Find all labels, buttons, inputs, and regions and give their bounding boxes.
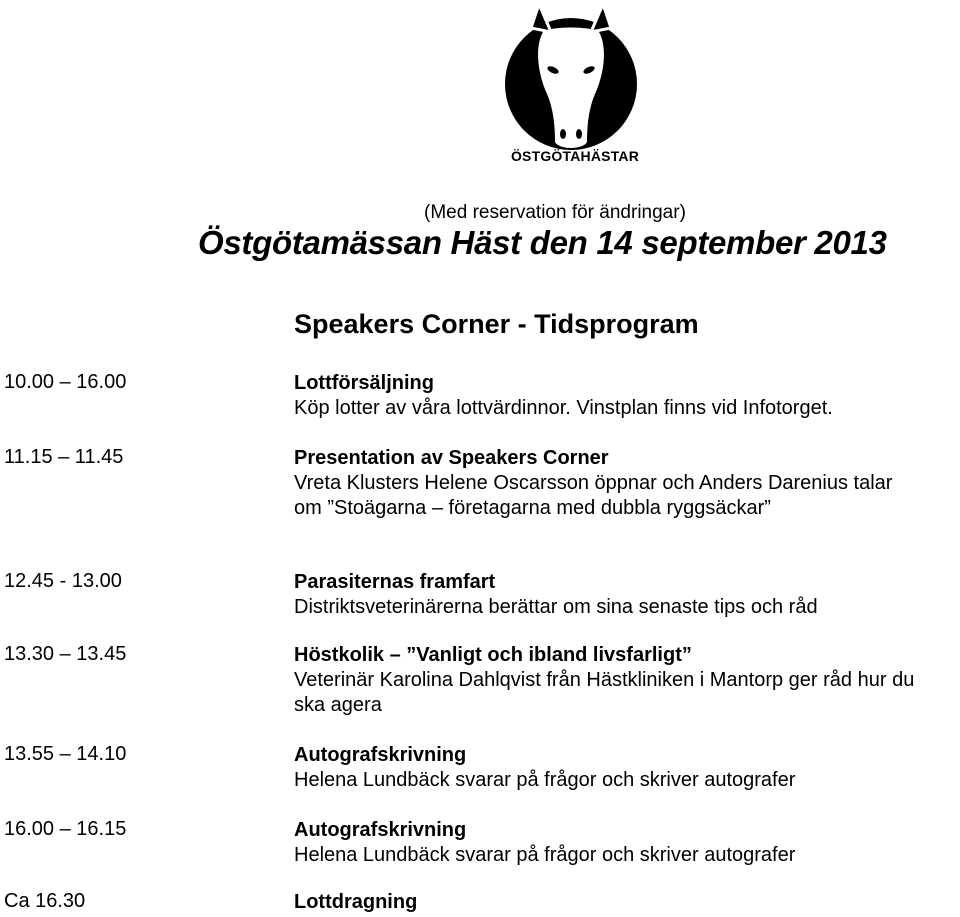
section-title: Speakers Corner - Tidsprogram — [294, 309, 699, 339]
entry-time: 10.00 – 16.00 — [4, 371, 127, 393]
entry-description: Helena Lundbäck svarar på frågor och skriver autografer — [294, 769, 796, 791]
entry-time: 16.00 – 16.15 — [4, 818, 127, 840]
entry-content — [294, 570, 954, 620]
entry-content — [294, 446, 954, 521]
entry-title: Presentation av Speakers Corner — [294, 447, 609, 469]
entry-title: Lottförsäljning — [294, 372, 434, 394]
logo-text: ÖSTGÖTAHÄSTAR — [510, 148, 640, 164]
entry-title: Lottdragning — [294, 891, 418, 913]
entry-description: Köp lotter av våra lottvärdinnor. Vinstplan finns vid Infotorget. — [294, 397, 833, 419]
entry-title: Parasiternas framfart — [294, 571, 496, 593]
entry-time: 13.30 – 13.45 — [4, 643, 127, 665]
entry-title: Autografskrivning — [294, 744, 467, 766]
entry-content — [294, 371, 954, 421]
entry-time: 12.45 - 13.00 — [4, 570, 122, 592]
entry-description: Helena Lundbäck svarar på frågor och skriver autografer — [294, 844, 796, 866]
entry-description: Distriktsveterinärerna berättar om sina senaste tips och råd — [294, 596, 818, 618]
entry-title: Höstkolik – ”Vanligt och ibland livsfarligt” — [294, 644, 692, 666]
page-title: Östgötamässan Häst den 14 september 2013 — [198, 224, 887, 261]
entry-description: Veterinär Karolina Dahlqvist från Hästkliniken i Mantorp ger råd hur du ska agera — [294, 669, 915, 716]
entry-content — [294, 743, 954, 793]
entry-time: 11.15 – 11.45 — [4, 446, 124, 468]
entry-title: Autografskrivning — [294, 819, 467, 841]
entry-description: Vreta Klusters Helene Oscarsson öppnar och Anders Darenius talar om ”Stoägarna – företagarna med dubbla ryggsäckar” — [294, 472, 893, 519]
entry-content — [294, 818, 954, 868]
entry-time: 13.55 – 14.10 — [4, 743, 127, 765]
entry-content — [294, 643, 954, 718]
reservation-note: (Med reservation för ändringar) — [424, 202, 686, 223]
entry-time: Ca 16.30 — [4, 890, 86, 912]
ostgotahastar-logo — [495, 2, 655, 170]
horse-head-icon — [495, 2, 655, 170]
entry-content — [294, 890, 954, 915]
